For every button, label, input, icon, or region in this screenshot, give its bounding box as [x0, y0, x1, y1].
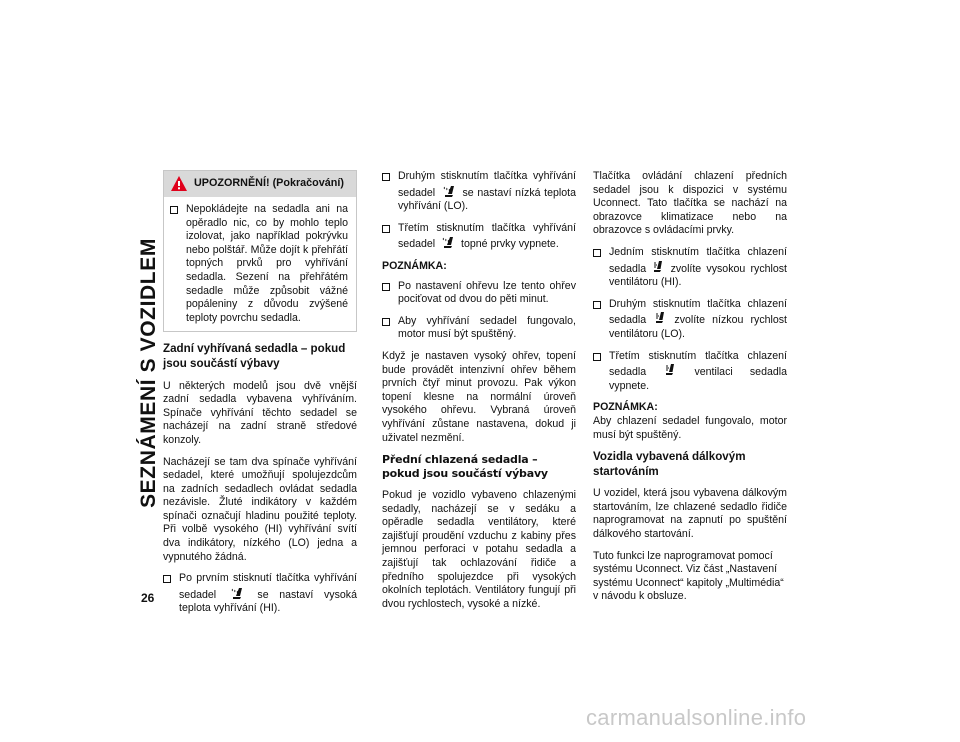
- section-tab: [134, 168, 164, 578]
- list-item-text-a: Po prvním stisknutí tlačítka vyhřívání sedadel: [179, 572, 357, 601]
- list-item: [163, 572, 357, 616]
- bullet-box-icon: [163, 575, 171, 583]
- warning-title: UPOZORNĚNÍ! (Pokračování): [194, 177, 344, 190]
- warning-header: [164, 171, 356, 197]
- note-text: Aby vyhřívání sedadel fungovalo, motor musí být spuštěný.: [398, 314, 576, 341]
- list-item-text-b: topné prvky vypnete.: [461, 238, 559, 251]
- paragraph: Tuto funkci lze naprogramovat pomocí systému Uconnect. Viz část „Nastavení systému Uconnect“ kapitoly „Multimédia“ v návodu k obsluze.: [593, 549, 784, 603]
- bullet-box-icon: [382, 283, 390, 291]
- paragraph: Tlačítka ovládání chlazení předních sedadel jsou k dispozici v systému Uconnect. Tato tlačítka se nachází na obrazovce klimatizace nebo na obrazovce s ovládacími prvky.: [593, 170, 787, 237]
- list-item-text-b: se nastaví nízká teplota vyhřívání (LO).: [398, 186, 576, 213]
- heated-seat-icon: [229, 586, 245, 602]
- list-item-text-b: zvolíte vysokou rychlost ventilátoru (HI).: [609, 262, 787, 289]
- note-text: Aby chlazení sedadel fungovalo, motor musí být spuštěný.: [593, 414, 787, 441]
- bullet-box-icon: [170, 206, 178, 214]
- heated-seat-icon: [440, 235, 456, 251]
- paragraph: Pokud je vozidlo vybaveno chlazenými sedadly, nacházejí se v sedáku a opěradle sedadla ventilátory, které zajišťují proudění vzduchu z kabiny přes jemnou perforaci v potahu sedadla a zajišťují tak ochlazování řidiče a předního spolujezdce při vysokých okolních teplotách. Ventilátory fungují při dvou rychlostech, vysoké a nízké.: [382, 489, 576, 610]
- list-item-text-a: Druhým stisknutím tlačítka vyhřívání sedadel: [398, 170, 576, 199]
- warning-box: [163, 170, 357, 332]
- list-item: [382, 222, 576, 252]
- warning-body: [164, 197, 356, 331]
- bullet-box-icon: [382, 318, 390, 326]
- section-title: SEZNÁMENÍ S VOZIDLEM: [137, 238, 161, 508]
- bullet-box-icon: [593, 353, 601, 361]
- bullet-box-icon: [382, 173, 390, 181]
- page-number: 26: [141, 591, 155, 605]
- watermark: carmanualsonline.info: [586, 705, 807, 730]
- paragraph: U některých modelů jsou dvě vnější zadní sedadla vybavena vyhříváním. Spínače vyhřívání těchto sedadel se nacházejí na zadní straně středové konzoly.: [163, 379, 357, 446]
- warning-triangle-icon: [170, 175, 188, 192]
- bullet-box-icon: [593, 249, 601, 257]
- list-item-text-a: Třetím stisknutím tlačítka chlazení sedadla: [609, 349, 787, 379]
- heated-seat-icon: [441, 184, 457, 200]
- list-item: [593, 298, 787, 342]
- list-item: [593, 350, 787, 394]
- list-item-text-b: ventilaci sedadla vypnete.: [609, 366, 787, 392]
- ventilated-seat-icon: [654, 311, 666, 327]
- list-item-text-a: Třetím stisknutím tlačítka vyhřívání sedadel: [398, 221, 576, 251]
- column-middle: [382, 170, 576, 619]
- bullet-box-icon: [382, 225, 390, 233]
- ventilated-seat-icon: [652, 260, 664, 276]
- list-item: [593, 246, 787, 290]
- list-item: [382, 170, 576, 214]
- list-item-text-b: zvolíte nízkou rychlost ventilátoru (LO).: [609, 314, 787, 340]
- note-label: POZNÁMKA:: [382, 259, 447, 272]
- heading-front-ventilated-seats: Přední chlazená sedadla – pokud jsou součástí výbavy: [382, 453, 548, 481]
- note-text: Po nastavení ohřevu lze tento ohřev pociťovat od dvou do pěti minut.: [398, 279, 576, 306]
- heading-remote-start: Vozidla vybavená dálkovým startováním: [593, 450, 746, 478]
- note-item: [382, 315, 576, 342]
- ventilated-seat-icon: [664, 363, 676, 379]
- list-item-text-a: Jedním stisknutím tlačítka chlazení sedadla: [609, 245, 787, 275]
- note-item: [382, 280, 576, 307]
- warning-bullet: [170, 203, 348, 325]
- paragraph: U vozidel, která jsou vybavena dálkovým startováním, lze chlazené sedadlo řidiče naprogramovat na zapnutí po spuštění dálkového startování.: [593, 487, 787, 541]
- note-label: POZNÁMKA:: [593, 401, 658, 414]
- column-right: [593, 170, 787, 612]
- paragraph: Když je nastaven vysoký ohřev, topení bude provádět intenzivní ohřev během prvních čtyř minut provozu. Pak výkon topení klesne na normální úroveň vysokého ohřevu. Vybraná úroveň vyhřívání zůstane nastavena, dokud ji uživatel nezmění.: [382, 349, 576, 444]
- heading-rear-heated-seats: Zadní vyhřívaná sedadla – pokud jsou součástí výbavy: [163, 342, 346, 370]
- bullet-box-icon: [593, 301, 601, 309]
- column-left: [163, 170, 357, 624]
- warning-text: Nepokládejte na sedadla ani na opěradlo nic, co by mohlo teplo izolovat, jako například pokrývku nebo polštář. Může dojít k přehřátí topných prvků pro vyhřívání sedadla. Sezení na přehřátém sedadle může způsobit vážné popáleniny z důvodu zvýšené teploty povrchu sedadla.: [186, 203, 348, 324]
- paragraph: Nacházejí se tam dva spínače vyhřívání sedadel, které umožňují spolujezdcům na zadních sedadlech ovládat sedadla nezávisle. Žluté indikátory v každém spínači označují hladinu použité teploty. Při volbě vysokého (HI) vyhřívání svítí dva indikátory, nízkého (LO) jedna a vypnutého žádná.: [163, 455, 357, 563]
- list-item-text-b: se nastaví vysoká teplota vyhřívání (HI).: [179, 588, 357, 615]
- list-item-text-a: Druhým stisknutím tlačítka chlazení sedadla: [609, 297, 787, 327]
